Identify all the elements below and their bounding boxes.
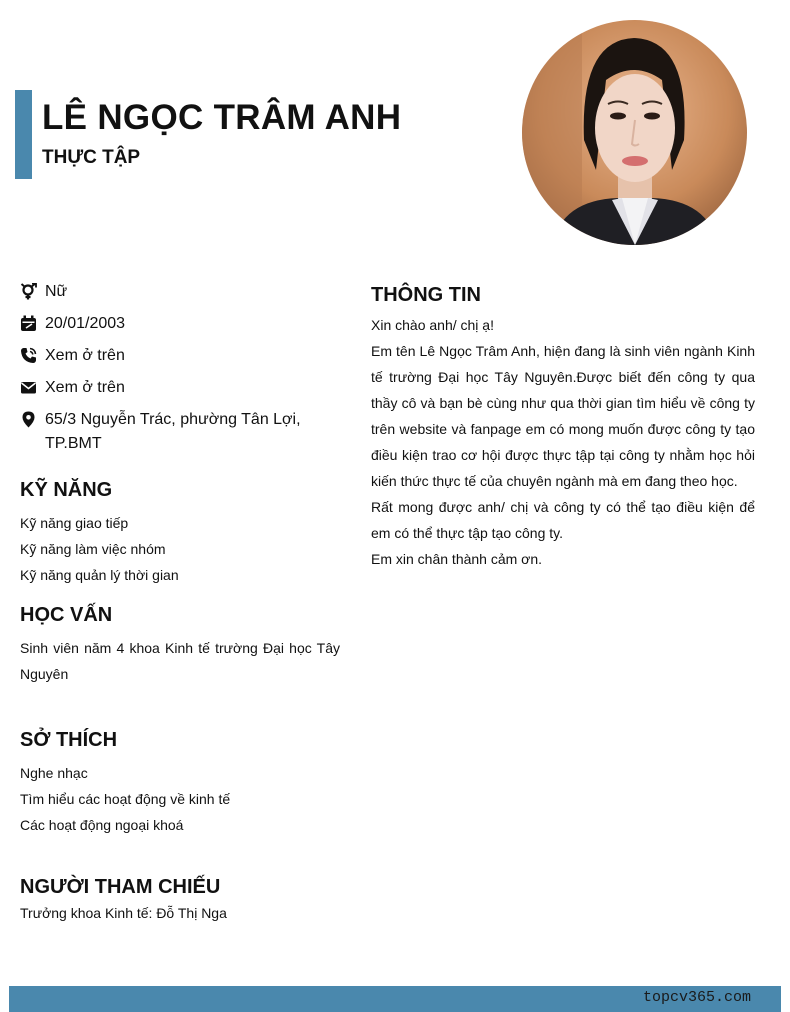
hobbies-title: SỞ THÍCH: [20, 729, 118, 751]
candidate-name: LÊ NGỌC TRÂM ANH: [42, 98, 402, 137]
skill-item: Kỹ năng giao tiếp: [20, 515, 129, 531]
hobby-item: Nghe nhạc: [20, 765, 88, 781]
hobby-item: Tìm hiểu các hoạt động về kinh tế: [20, 791, 231, 807]
references-title: NGƯỜI THAM CHIẾU: [20, 876, 221, 898]
about-paragraph: Rất mong được anh/ chị và công ty có thể tạo điều kiện để em có thể thực tập tạo công ty.: [371, 499, 755, 541]
hobby-item: Các hoạt động ngoại khoá: [20, 817, 184, 833]
contact-email: [20, 376, 340, 400]
references-text: Trưởng khoa Kinh tế: Đỗ Thị Nga: [20, 905, 227, 921]
contact-list: [20, 280, 340, 464]
footer-bar: [9, 986, 781, 1012]
about-closing: Em xin chân thành cảm ơn.: [371, 551, 543, 567]
contact-birthday: [20, 312, 340, 336]
footer-site-label: topcv365.com: [642, 989, 751, 1006]
contact-gender-text: Nữ: [45, 283, 68, 300]
header-accent-bar: [15, 90, 32, 179]
education-title: HỌC VẤN: [20, 604, 113, 626]
gender-icon: [20, 283, 37, 300]
about-greeting: Xin chào anh/ chị ạ!: [371, 317, 494, 333]
phone-icon: [20, 347, 37, 364]
contact-phone: [20, 344, 340, 368]
contact-email-text: Xem ở trên: [45, 379, 125, 396]
email-icon: [20, 379, 37, 396]
location-icon: [20, 411, 37, 428]
candidate-position: THỰC TẬP: [42, 147, 141, 168]
avatar-photo: [522, 20, 747, 245]
skills-title: KỸ NĂNG: [20, 479, 113, 501]
calendar-icon: [20, 315, 37, 332]
contact-birthday-text: 20/01/2003: [45, 315, 126, 332]
contact-address-text: 65/3 Nguyễn Trác, phường Tân Lợi, TP.BMT: [45, 411, 301, 452]
contact-gender: [20, 280, 340, 304]
skill-item: Kỹ năng làm việc nhóm: [20, 541, 166, 557]
about-content: [371, 312, 755, 572]
skills-list: [20, 510, 340, 588]
contact-phone-text: Xem ở trên: [45, 347, 125, 364]
about-paragraph: Em tên Lê Ngọc Trâm Anh, hiện đang là sinh viên ngành Kinh tế trường Đại học Tây Nguyên.Được biết đến công ty qua thầy cô và bạn bè cùng như qua thời gian tìm hiểu về công ty trên website và fanpage em có mong muốn được công ty tạo điều kiện trao cơ hội được thực tập tại công ty nhằm học hỏi kiến thức thực tế của chuyên ngành mà em đang theo học.: [371, 343, 755, 489]
education-text: Sinh viên năm 4 khoa Kinh tế trường Đại học Tây Nguyên: [20, 640, 340, 682]
contact-address: [20, 408, 340, 456]
hobbies-list: [20, 760, 340, 838]
skill-item: Kỹ năng quản lý thời gian: [20, 567, 179, 583]
about-title: THÔNG TIN: [371, 284, 481, 306]
